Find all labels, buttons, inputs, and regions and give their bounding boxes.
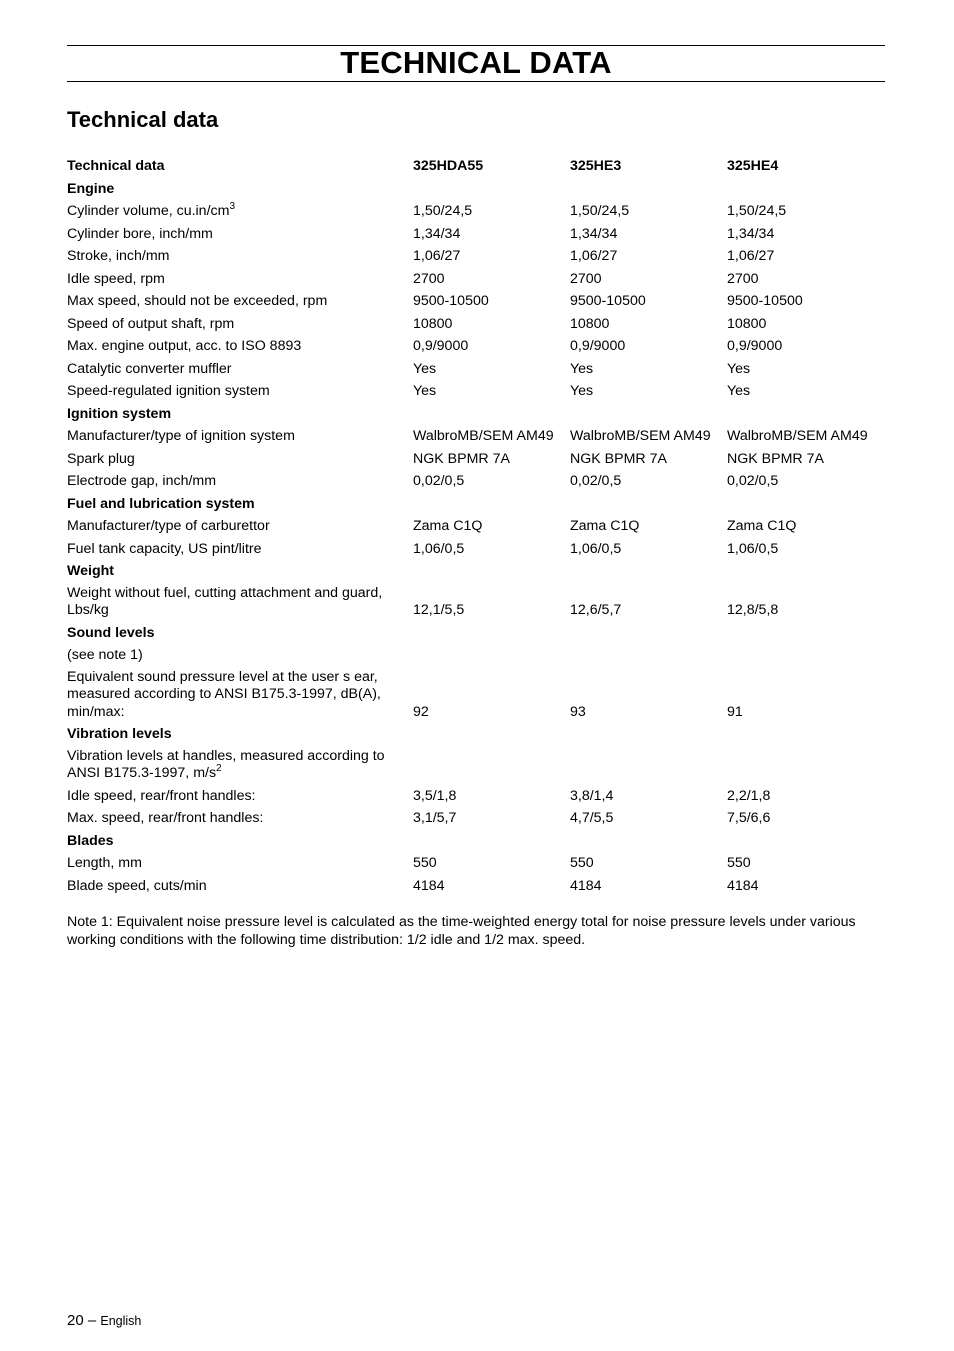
table-row <box>67 425 897 448</box>
spec-label-text: Speed-regulated ignition system <box>67 383 270 399</box>
value-325he3: 3,8/1,4 <box>570 787 614 804</box>
value-325he4: NGK BPMR 7A <box>727 450 824 467</box>
spec-label-text: (see note 1) <box>67 647 143 663</box>
table-row <box>67 380 897 403</box>
section-heading-row <box>67 493 897 516</box>
value-325hda55: 1,06/27 <box>413 248 461 264</box>
page-banner-title: TECHNICAL DATA <box>340 45 612 80</box>
value-325hda55: 92 <box>413 703 429 720</box>
table-row <box>67 667 897 724</box>
section-heading-row <box>67 723 897 746</box>
spec-label <box>67 748 413 783</box>
spec-label <box>67 451 413 469</box>
spec-label-text: Equivalent sound pressure level at the user s ear, measured according to ANSI B175.3-1997, dB(A), min/max: <box>67 668 381 720</box>
section-heading-row <box>67 403 897 426</box>
value-325he3: 4184 <box>570 877 602 894</box>
spec-label <box>67 810 413 828</box>
column-header-325he3: 325HE3 <box>570 158 622 174</box>
value-325hda55: 0,9/9000 <box>413 338 469 354</box>
value-325he3: 10800 <box>570 315 610 332</box>
spec-label-text: Spark plug <box>67 450 135 467</box>
value-325he4: 7,5/6,6 <box>727 810 771 826</box>
table-row <box>67 807 897 830</box>
spec-label-text: Blade speed, cuts/min <box>67 877 207 894</box>
spec-label-text: Manufacturer/type of carburettor <box>67 518 270 534</box>
spec-table <box>67 155 897 897</box>
value-325hda55: 3,5/1,8 <box>413 787 457 804</box>
unit-superscript: 2 <box>216 763 222 774</box>
spec-label <box>67 338 413 356</box>
spec-label <box>67 788 413 806</box>
table-row <box>67 470 897 493</box>
value-325he3: 550 <box>570 855 594 871</box>
value-325he3: 93 <box>570 703 586 720</box>
table-row <box>67 358 897 381</box>
page-footer <box>67 1311 141 1331</box>
value-325he4: 1,34/34 <box>727 225 775 242</box>
column-header-325hda55: 325HDA55 <box>413 158 484 174</box>
section-heading: Blades <box>67 832 114 849</box>
spec-label-text: Idle speed, rpm <box>67 270 165 287</box>
table-row <box>67 290 897 313</box>
column-header-spec: Technical data <box>67 158 165 174</box>
spec-label <box>67 293 413 311</box>
spec-label-text: Stroke, inch/mm <box>67 248 170 264</box>
table-row <box>67 515 897 538</box>
section-heading-row <box>67 622 897 645</box>
table-row <box>67 313 897 336</box>
section-heading: Fuel and lubrication system <box>67 495 255 512</box>
value-325hda55: 10800 <box>413 315 453 332</box>
section-title: Technical data <box>67 107 219 132</box>
table-row <box>67 200 897 223</box>
value-325he3: 1,34/34 <box>570 225 618 242</box>
value-325hda55: 12,1/5,5 <box>413 602 465 618</box>
value-325he4: Yes <box>727 383 751 399</box>
value-325he4: 0,02/0,5 <box>727 473 779 489</box>
spec-label-text: Electrode gap, inch/mm <box>67 473 217 489</box>
spec-label <box>67 585 413 620</box>
spec-label-text: Idle speed, rear/front handles: <box>67 787 256 804</box>
section-heading-row <box>67 830 897 853</box>
table-row <box>67 583 897 622</box>
value-325hda55: 550 <box>413 855 437 871</box>
spec-label <box>67 669 413 722</box>
spec-label-text: Max. engine output, acc. to ISO 8893 <box>67 338 302 354</box>
spec-table-header <box>67 155 897 178</box>
value-325hda55: 1,50/24,5 <box>413 203 473 219</box>
value-325he3: Zama C1Q <box>570 518 640 534</box>
spec-label <box>67 518 413 536</box>
footnote: Note 1: Equivalent noise pressure level is calculated as the time-weighted energy total for noise pressure levels under various working conditions with the following time distribution: 1/2 idle and 1/2 max. speed. <box>67 914 856 948</box>
value-325he4: 550 <box>727 855 751 871</box>
value-325he3: 0,9/9000 <box>570 338 626 354</box>
unit-superscript: 3 <box>229 201 235 212</box>
spec-label <box>67 647 413 665</box>
value-325he3: 0,02/0,5 <box>570 473 622 489</box>
value-325hda55: Yes <box>413 360 437 377</box>
table-row <box>67 746 897 785</box>
spec-label <box>67 428 413 446</box>
section-heading-row <box>67 178 897 201</box>
spec-label-text: Cylinder bore, inch/mm <box>67 225 213 242</box>
section-heading-row <box>67 560 897 583</box>
spec-label <box>67 226 413 244</box>
section-heading: Ignition system <box>67 405 172 422</box>
spec-label-text: Speed of output shaft, rpm <box>67 315 235 332</box>
section-heading: Sound levels <box>67 624 155 641</box>
value-325hda55: 4184 <box>413 877 445 894</box>
spec-table-body <box>67 178 897 898</box>
value-325he4: 1,50/24,5 <box>727 203 787 219</box>
value-325hda55: 1,06/0,5 <box>413 540 465 557</box>
table-row <box>67 448 897 471</box>
value-325he4: 2,2/1,8 <box>727 787 771 804</box>
table-row <box>67 538 897 561</box>
spec-label-text: Weight without fuel, cutting attachment and guard, Lbs/kg <box>67 584 383 618</box>
value-325he4: 9500-10500 <box>727 293 803 309</box>
value-325hda55: 9500-10500 <box>413 293 489 309</box>
value-325he4: 2700 <box>727 270 759 287</box>
page-number: 20 – <box>67 1312 97 1329</box>
value-325he4: 10800 <box>727 315 767 332</box>
value-325he4: 4184 <box>727 877 759 894</box>
value-325hda55: 0,02/0,5 <box>413 473 465 489</box>
value-325he4: 0,9/9000 <box>727 338 783 354</box>
header-bottom-rule <box>67 81 885 82</box>
spec-label <box>67 271 413 289</box>
value-325hda55: NGK BPMR 7A <box>413 450 510 467</box>
spec-label <box>67 541 413 559</box>
value-325hda55: Zama C1Q <box>413 518 483 534</box>
spec-label-text: Manufacturer/type of ignition system <box>67 428 295 444</box>
value-325he3: Yes <box>570 383 594 399</box>
section-heading: Engine <box>67 180 115 197</box>
value-325hda55: Yes <box>413 383 437 399</box>
value-325hda55: 1,34/34 <box>413 225 461 242</box>
value-325he3: NGK BPMR 7A <box>570 450 667 467</box>
spec-label <box>67 316 413 334</box>
spec-label-text: Max. speed, rear/front handles: <box>67 810 264 826</box>
section-heading: Weight <box>67 563 115 579</box>
value-325he3: WalbroMB/SEM AM49 <box>570 428 711 444</box>
spec-label-text: Length, mm <box>67 855 142 871</box>
value-325he3: 9500-10500 <box>570 293 646 309</box>
spec-label-text: Max speed, should not be exceeded, rpm <box>67 293 328 309</box>
section-heading: Vibration levels <box>67 726 172 742</box>
table-row <box>67 852 897 875</box>
table-row <box>67 223 897 246</box>
spec-label-text: Fuel tank capacity, US pint/litre <box>67 540 262 557</box>
spec-label-text: Catalytic converter muffler <box>67 360 232 377</box>
value-325he3: 1,06/0,5 <box>570 540 622 557</box>
value-325he4: 12,8/5,8 <box>727 602 779 618</box>
value-325hda55: 2700 <box>413 270 445 287</box>
table-row <box>67 268 897 291</box>
spec-label <box>67 473 413 491</box>
table-row <box>67 335 897 358</box>
spec-label <box>67 361 413 379</box>
table-row <box>67 245 897 268</box>
value-325hda55: 3,1/5,7 <box>413 810 457 826</box>
spec-label-text: Vibration levels at handles, measured according to ANSI B175.3-1997, m/s <box>67 747 385 781</box>
column-header-325he4: 325HE4 <box>727 158 779 174</box>
spec-label <box>67 855 413 873</box>
value-325he4: Zama C1Q <box>727 518 797 534</box>
spec-label <box>67 248 413 266</box>
spec-label <box>67 878 413 896</box>
value-325he4: WalbroMB/SEM AM49 <box>727 428 868 444</box>
footer-language: English <box>100 1314 142 1328</box>
spec-label <box>67 383 413 401</box>
value-325he3: 12,6/5,7 <box>570 602 622 618</box>
value-325hda55: WalbroMB/SEM AM49 <box>413 428 554 444</box>
value-325he4: 1,06/27 <box>727 248 775 264</box>
table-row <box>67 875 897 898</box>
value-325he3: Yes <box>570 360 594 377</box>
spec-label-text: Cylinder volume, cu.in/cm <box>67 203 230 219</box>
value-325he4: 1,06/0,5 <box>727 540 779 557</box>
value-325he3: 4,7/5,5 <box>570 810 614 826</box>
table-row <box>67 785 897 808</box>
value-325he4: Yes <box>727 360 751 377</box>
table-row <box>67 644 897 667</box>
value-325he3: 2700 <box>570 270 602 287</box>
value-325he4: 91 <box>727 703 743 720</box>
value-325he3: 1,06/27 <box>570 248 618 264</box>
value-325he3: 1,50/24,5 <box>570 203 630 219</box>
spec-label <box>67 203 413 221</box>
